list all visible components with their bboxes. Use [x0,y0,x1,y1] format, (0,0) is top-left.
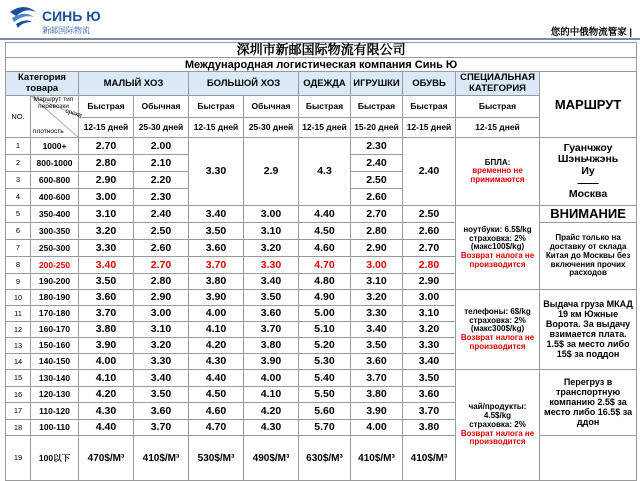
category-label: Категория товара [6,72,79,96]
value-cell: 3.50 [244,290,299,306]
value-cell: 2.30 [134,189,189,206]
value-cell: 4.20 [79,387,134,403]
company-name-cn: 深圳市新邮国际物流有限公司 [6,43,637,58]
row-number: 7 [6,240,31,257]
value-cell: 2.60 [351,189,403,206]
value-cell: 4.3 [299,138,351,206]
value-cell: 3.20 [403,322,456,338]
value-cell: 2.50 [403,206,456,223]
term-cell: 15-20 дней [351,118,403,138]
price-table [5,42,637,481]
value-cell: 3.00 [351,257,403,274]
density-cell: 250-300 [31,240,79,257]
route-cell [540,138,637,206]
special-line2: страховка: 2% [469,233,526,243]
value-cell: 3.10 [244,223,299,240]
density-cell: 130-140 [31,370,79,387]
value-cell: 2.40 [134,206,189,223]
header-divider [0,38,640,40]
route-city: —— [577,176,599,189]
value-cell: 3.30 [79,240,134,257]
value-cell: 3.80 [189,274,244,290]
value-cell: 3.50 [79,274,134,290]
type-normal: Обычная [244,96,299,118]
route-city: Москва [568,188,608,201]
value-cell: 410$/M³ [134,436,189,481]
route-note-3: Перегруз в транспортную компанию 2.5$ за место либо 16.5$ за ддон [540,370,637,436]
value-cell: 4.80 [299,274,351,290]
diag-route-label: Маршрут тип перевозки [33,96,74,111]
diagonal-header-cell [31,96,83,138]
special-red-note: Возврат налога не производится [460,428,535,447]
value-cell: 4.40 [299,206,351,223]
type-fast: Быстрая [299,96,351,118]
row-number: 15 [6,370,31,387]
value-cell: 3.20 [244,240,299,257]
special-line2: 4.5$/kg [483,411,512,421]
special-line1: чай/продукты: [468,402,527,412]
route-note-1: Прайс только на доставку от склада Китая до Москвы без включения прочих расходов [540,223,637,290]
no-label: NO. [6,96,31,138]
value-cell: 3.00 [79,189,134,206]
density-cell: 120-130 [31,387,79,403]
value-cell: 2.90 [403,274,456,290]
density-cell: 800-1000 [31,155,79,172]
special-red-note: Возврат налога не производится [460,251,535,269]
value-cell: 3.10 [403,306,456,322]
value-cell: 3.40 [79,257,134,274]
value-cell: 3.20 [351,290,403,306]
special-line1: БПЛА: [484,157,511,167]
table-row [6,370,637,387]
value-cell: 2.60 [134,240,189,257]
value-cell: 2.70 [134,257,189,274]
svg-text:СИНЬ Ю: СИНЬ Ю [42,8,101,24]
value-cell: 4.30 [189,354,244,370]
value-cell: 3.40 [189,206,244,223]
row-number: 13 [6,338,31,354]
row-number: 16 [6,387,31,403]
category-small-household: МАЛЫЙ ХОЗ [79,72,189,96]
value-cell: 3.30 [244,257,299,274]
special-note-block1 [456,138,540,206]
special-note-block3 [456,290,540,370]
density-cell: 160-170 [31,322,79,338]
value-cell: 2.80 [79,155,134,172]
value-cell: 3.60 [189,240,244,257]
value-cell: 3.10 [351,274,403,290]
row-number: 14 [6,354,31,370]
value-cell: 3.20 [79,223,134,240]
term-cell: 12-15 дней [189,118,244,138]
value-cell: 5.70 [299,420,351,436]
density-cell: 190-200 [31,274,79,290]
value-cell: 410$/M³ [403,436,456,481]
value-cell: 2.70 [79,138,134,155]
type-fast: Быстрая [351,96,403,118]
value-cell: 3.90 [189,290,244,306]
special-note-block2 [456,206,540,290]
value-cell: 2.90 [134,290,189,306]
value-cell: 3.00 [134,306,189,322]
value-cell: 2.70 [351,206,403,223]
row-number: 9 [6,274,31,290]
value-cell: 4.90 [299,290,351,306]
table-row [6,223,637,240]
value-cell: 3.50 [134,387,189,403]
row-number: 10 [6,290,31,306]
diag-term-label: сроки [64,107,83,120]
value-cell: 530$/M³ [189,436,244,481]
value-cell: 2.50 [134,223,189,240]
row-number: 1 [6,138,31,155]
value-cell: 3.00 [244,206,299,223]
value-cell: 3.80 [79,322,134,338]
category-toys: ИГРУШКИ [351,72,403,96]
term-cell: 25-30 дней [134,118,189,138]
term-cell: 12-15 дней [299,118,351,138]
value-cell: 3.50 [189,223,244,240]
category-special: СПЕЦИАЛЬНАЯ КАТЕГОРИЯ [456,72,540,96]
value-cell: 4.30 [79,403,134,420]
density-cell: 100-110 [31,420,79,436]
special-red-note: временно не принимаются [470,166,525,185]
value-cell: 4.10 [189,322,244,338]
value-cell: 3.00 [403,290,456,306]
value-cell: 5.00 [299,306,351,322]
density-cell: 600-800 [31,172,79,189]
value-cell: 3.80 [351,387,403,403]
value-cell: 3.50 [351,338,403,354]
value-cell: 2.30 [351,138,403,155]
value-cell: 5.30 [299,354,351,370]
table-row [6,290,637,306]
row-number: 8 [6,257,31,274]
value-cell: 2.80 [403,257,456,274]
page-header [0,0,640,40]
value-cell: 2.20 [134,172,189,189]
value-cell: 4.10 [244,387,299,403]
type-fast: Быстрая [456,96,540,118]
type-normal: Обычная [134,96,189,118]
route-city: Гуанчжоу [563,141,613,154]
value-cell: 3.30 [403,338,456,354]
special-note-block4 [456,370,540,481]
table-row [6,206,637,223]
row-number: 5 [6,206,31,223]
row-number: 17 [6,403,31,420]
row-number: 4 [6,189,31,206]
value-cell: 3.90 [79,338,134,354]
category-shoes: ОБУВЬ [403,72,456,96]
row-number: 3 [6,172,31,189]
special-line2: страховка: 2% [469,315,526,325]
company-logo [6,4,116,36]
special-line1: телефоны: 6$/kg [464,306,531,316]
value-cell: 2.80 [351,223,403,240]
special-line3: (макс100$/kg) [470,242,525,252]
value-cell: 490$/M³ [244,436,299,481]
density-cell: 150-160 [31,338,79,354]
density-cell: 300-350 [31,223,79,240]
value-cell: 3.60 [403,387,456,403]
value-cell: 3.10 [79,206,134,223]
value-cell: 2.70 [403,240,456,257]
category-large-household: БОЛЬШОЙ ХОЗ [189,72,299,96]
special-line3: (макс300$/kg) [470,324,525,334]
special-empty [540,436,637,481]
value-cell: 2.40 [351,155,403,172]
special-line3: страховка: 2% [469,419,526,429]
density-cell: 110-120 [31,403,79,420]
value-cell: 2.90 [79,172,134,189]
value-cell: 3.30 [134,354,189,370]
value-cell: 2.50 [351,172,403,189]
value-cell: 2.90 [351,240,403,257]
value-cell: 3.70 [244,322,299,338]
svg-text:新邮国际物流: 新邮国际物流 [42,26,90,35]
value-cell: 4.00 [79,354,134,370]
value-cell: 5.60 [299,403,351,420]
value-cell: 4.00 [351,420,403,436]
value-cell: 4.40 [189,370,244,387]
value-cell: 4.40 [79,420,134,436]
type-fast: Быстрая [403,96,456,118]
value-cell: 3.70 [403,403,456,420]
value-cell: 3.70 [189,257,244,274]
special-red-note: Возврат налога не производится [460,333,535,351]
type-fast: Быстрая [79,96,134,118]
value-cell: 3.30 [189,138,244,206]
route-header: МАРШРУТ [540,72,637,138]
value-cell: 2.9 [244,138,299,206]
attention-label: ВНИМАНИЕ [540,206,637,223]
table-row [6,138,637,155]
special-line1: ноутбуки: 6.5$/kg [463,224,532,234]
price-rows [6,138,637,481]
row-number: 19 [6,436,31,481]
value-cell: 3.10 [134,322,189,338]
value-cell: 5.40 [299,370,351,387]
row-number: 18 [6,420,31,436]
value-cell: 4.10 [79,370,134,387]
value-cell: 4.70 [299,257,351,274]
type-fast: Быстрая [189,96,244,118]
density-cell: 400-600 [31,189,79,206]
value-cell: 2.10 [134,155,189,172]
value-cell: 2.80 [134,274,189,290]
value-cell: 4.70 [189,420,244,436]
density-cell: 100以下 [31,436,79,481]
value-cell: 3.20 [134,338,189,354]
term-cell: 25-30 дней [244,118,299,138]
slogan: 您的中俄物流管家 | [550,27,632,38]
value-cell: 3.40 [244,274,299,290]
value-cell: 3.90 [244,354,299,370]
density-cell: 1000+ [31,138,79,155]
row-number: 12 [6,322,31,338]
category-clothes: ОДЕЖДА [299,72,351,96]
value-cell: 4.60 [299,240,351,257]
route-note-2: Выдача груза МКАД 19 км Южные Ворота. За выдачу взимается плата. 1.5$ за место либо 15$ за поддон [540,290,637,370]
value-cell: 4.20 [189,338,244,354]
table-row [6,436,637,481]
value-cell: 4.50 [189,387,244,403]
value-cell: 5.20 [299,338,351,354]
value-cell: 5.50 [299,387,351,403]
value-cell: 3.40 [403,354,456,370]
row-number: 6 [6,223,31,240]
value-cell: 470$/M³ [79,436,134,481]
density-cell: 140-150 [31,354,79,370]
value-cell: 2.40 [403,138,456,206]
value-cell: 3.60 [134,403,189,420]
value-cell: 410$/M³ [351,436,403,481]
value-cell: 3.70 [79,306,134,322]
value-cell: 3.40 [351,322,403,338]
value-cell: 3.60 [351,354,403,370]
value-cell: 2.00 [134,138,189,155]
value-cell: 3.80 [403,420,456,436]
route-city: Шэньчжэнь [557,153,619,166]
term-cell: 12-15 дней [456,118,540,138]
value-cell: 3.70 [351,370,403,387]
value-cell: 4.60 [189,403,244,420]
value-cell: 3.50 [403,370,456,387]
value-cell: 4.20 [244,403,299,420]
value-cell: 630$/M³ [299,436,351,481]
value-cell: 2.60 [403,223,456,240]
value-cell: 4.50 [299,223,351,240]
density-cell: 170-180 [31,306,79,322]
density-cell: 350-400 [31,206,79,223]
company-name-ru: Международная логистическая компания Синь Ю [6,58,637,72]
diag-density-label: плотность [33,128,64,136]
value-cell: 3.80 [244,338,299,354]
value-cell: 5.10 [299,322,351,338]
route-city: Иу [581,165,595,178]
row-number: 11 [6,306,31,322]
value-cell: 3.30 [351,306,403,322]
value-cell: 4.00 [189,306,244,322]
row-number: 2 [6,155,31,172]
value-cell: 3.90 [351,403,403,420]
value-cell: 4.00 [244,370,299,387]
value-cell: 4.30 [244,420,299,436]
value-cell: 3.40 [134,370,189,387]
density-cell: 180-190 [31,290,79,306]
value-cell: 3.70 [134,420,189,436]
value-cell: 3.60 [244,306,299,322]
term-cell: 12-15 дней [79,118,134,138]
density-cell: 200-250 [31,257,79,274]
value-cell: 3.60 [79,290,134,306]
term-cell: 12-15 дней [403,118,456,138]
